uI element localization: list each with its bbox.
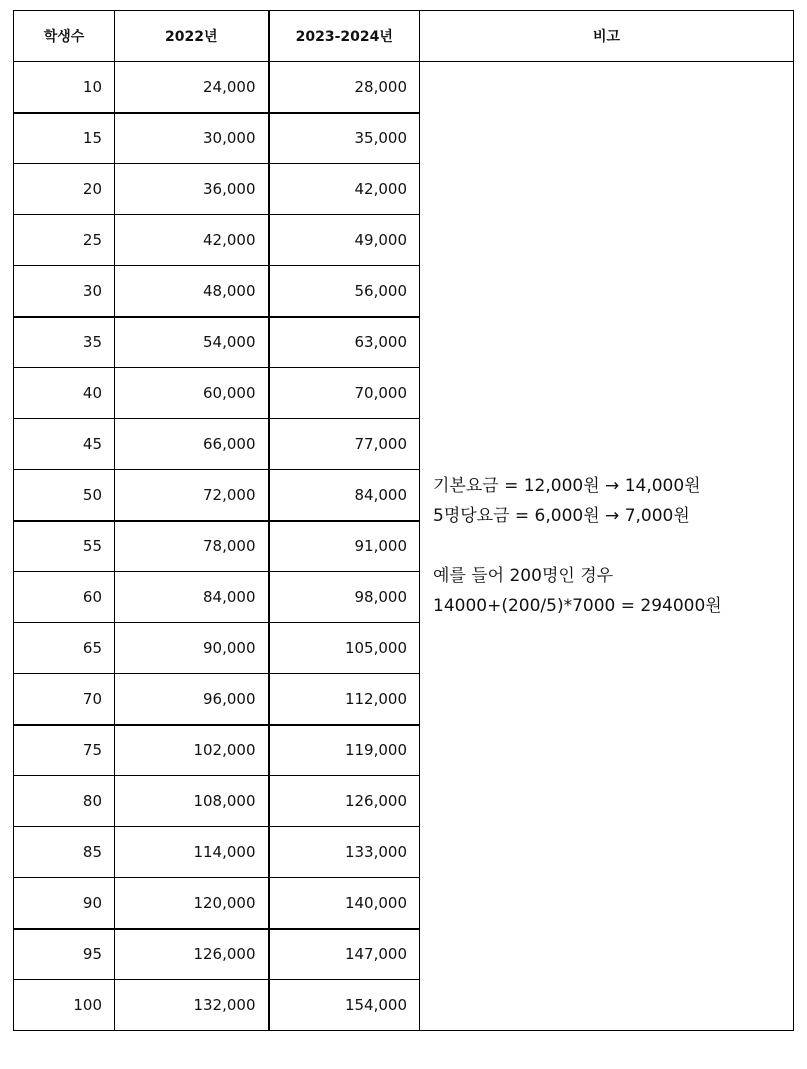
fee-2022-cell: 102,000 — [115, 725, 269, 776]
students-cell: 80 — [14, 776, 115, 827]
header-year-2023-2024: 2023-2024년 — [269, 11, 420, 62]
table-row — [14, 62, 794, 113]
fee-2022-cell: 132,000 — [115, 980, 269, 1031]
students-cell: 60 — [14, 572, 115, 623]
fee-2023-2024-cell: 56,000 — [269, 266, 420, 317]
students-cell: 50 — [14, 470, 115, 521]
students-cell: 95 — [14, 929, 115, 980]
fee-2022-cell: 30,000 — [115, 113, 269, 164]
students-cell: 90 — [14, 878, 115, 929]
fee-2023-2024-cell: 70,000 — [269, 368, 420, 419]
fee-table-body — [14, 62, 794, 1031]
students-cell: 25 — [14, 215, 115, 266]
fee-2023-2024-cell: 154,000 — [269, 980, 420, 1031]
fee-2022-cell: 84,000 — [115, 572, 269, 623]
fee-2022-cell: 42,000 — [115, 215, 269, 266]
remarks-cell — [420, 62, 794, 1031]
fee-2022-cell: 114,000 — [115, 827, 269, 878]
fee-2022-cell: 66,000 — [115, 419, 269, 470]
fee-2023-2024-cell: 147,000 — [269, 929, 420, 980]
remarks-spacer — [433, 531, 793, 561]
students-cell: 35 — [14, 317, 115, 368]
students-cell: 85 — [14, 827, 115, 878]
students-cell: 45 — [14, 419, 115, 470]
fee-2023-2024-cell: 126,000 — [269, 776, 420, 827]
fee-2022-cell: 48,000 — [115, 266, 269, 317]
fee-2023-2024-cell: 133,000 — [269, 827, 420, 878]
header-year-2022: 2022년 — [115, 11, 269, 62]
fee-2023-2024-cell: 28,000 — [269, 62, 420, 113]
fee-2023-2024-cell: 35,000 — [269, 113, 420, 164]
fee-2022-cell: 78,000 — [115, 521, 269, 572]
students-cell: 15 — [14, 113, 115, 164]
remarks-example-calc: 14000+(200/5)*7000 = 294000원 — [433, 596, 722, 616]
students-cell: 55 — [14, 521, 115, 572]
fee-2022-cell: 126,000 — [115, 929, 269, 980]
fee-2022-cell: 108,000 — [115, 776, 269, 827]
fee-2023-2024-cell: 91,000 — [269, 521, 420, 572]
students-cell: 75 — [14, 725, 115, 776]
students-cell: 20 — [14, 164, 115, 215]
fee-2023-2024-cell: 119,000 — [269, 725, 420, 776]
remarks-base-fee: 기본요금 = 12,000원 → 14,000원 — [433, 476, 701, 496]
fee-2023-2024-cell: 63,000 — [269, 317, 420, 368]
remarks-example-intro: 예를 들어 200명인 경우 — [433, 566, 614, 586]
fee-2022-cell: 54,000 — [115, 317, 269, 368]
fee-2022-cell: 36,000 — [115, 164, 269, 215]
header-students: 학생수 — [14, 11, 115, 62]
remarks-per5-fee: 5명당요금 = 6,000원 → 7,000원 — [433, 506, 690, 526]
fee-2022-cell: 90,000 — [115, 623, 269, 674]
fee-2023-2024-cell: 140,000 — [269, 878, 420, 929]
students-cell: 30 — [14, 266, 115, 317]
fee-2023-2024-cell: 49,000 — [269, 215, 420, 266]
students-cell: 10 — [14, 62, 115, 113]
students-cell: 70 — [14, 674, 115, 725]
fee-2023-2024-cell: 112,000 — [269, 674, 420, 725]
header-remarks: 비고 — [420, 11, 794, 62]
fee-2022-cell: 96,000 — [115, 674, 269, 725]
fee-2022-cell: 60,000 — [115, 368, 269, 419]
fee-2022-cell: 24,000 — [115, 62, 269, 113]
fee-2023-2024-cell: 77,000 — [269, 419, 420, 470]
students-cell: 100 — [14, 980, 115, 1031]
fee-2023-2024-cell: 42,000 — [269, 164, 420, 215]
header-row — [14, 11, 794, 62]
fee-table — [13, 10, 794, 1031]
fee-2023-2024-cell: 105,000 — [269, 623, 420, 674]
students-cell: 40 — [14, 368, 115, 419]
fee-2023-2024-cell: 98,000 — [269, 572, 420, 623]
fee-2022-cell: 120,000 — [115, 878, 269, 929]
fee-2023-2024-cell: 84,000 — [269, 470, 420, 521]
fee-2022-cell: 72,000 — [115, 470, 269, 521]
students-cell: 65 — [14, 623, 115, 674]
